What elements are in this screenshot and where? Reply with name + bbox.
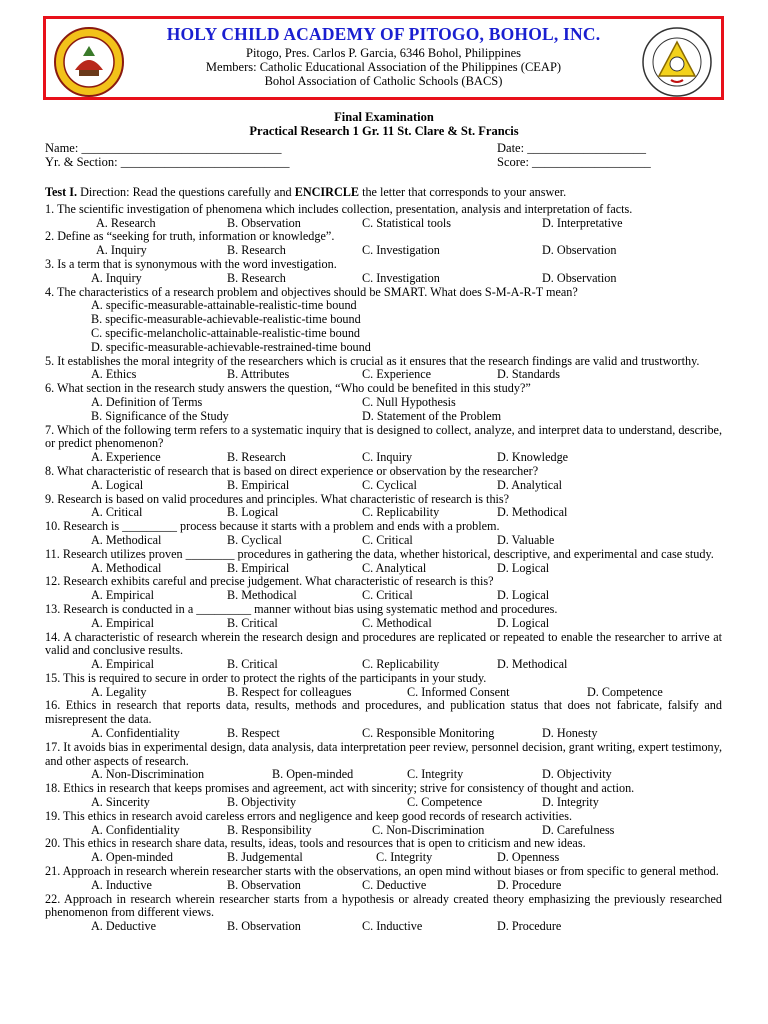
- option[interactable]: D. Knowledge: [497, 450, 569, 465]
- option[interactable]: C. Investigation: [362, 270, 440, 285]
- option[interactable]: A. Sincerity: [91, 795, 150, 810]
- options-16: [45, 727, 722, 741]
- option[interactable]: A. specific-measurable-attainable-realistic-time bound: [91, 298, 357, 313]
- option[interactable]: D. Openness: [497, 850, 560, 865]
- question-10: 10. Research is _________ process because it starts with a problem and ends with a problem.: [45, 519, 500, 534]
- option[interactable]: B. Research: [227, 270, 286, 285]
- options-2: [45, 244, 722, 258]
- option[interactable]: A. Open-minded: [91, 850, 173, 865]
- option[interactable]: A. Experience: [91, 450, 161, 465]
- option[interactable]: D. Standards: [497, 367, 560, 382]
- option[interactable]: A. Empirical: [91, 615, 154, 630]
- options-22: [45, 920, 722, 934]
- question-3: 3. Is a term that is synonymous with the word investigation.: [45, 256, 337, 271]
- question-7: 7. Which of the following term refers to a systematic inquiry that is designed to collect, analyze, and interpret data to understand, describe, or predict phenomenon?: [45, 422, 722, 451]
- option[interactable]: C. Replicability: [362, 505, 440, 520]
- option[interactable]: A. Definition of Terms: [91, 394, 203, 409]
- options-14: [45, 658, 722, 672]
- options-12: [45, 589, 722, 603]
- option[interactable]: B. Open-minded: [272, 767, 354, 782]
- options-1: [45, 217, 722, 231]
- option[interactable]: B. specific-measurable-achievable-realistic-time bound: [91, 312, 361, 327]
- option[interactable]: D. Methodical: [497, 657, 568, 672]
- option[interactable]: B. Research: [227, 450, 286, 465]
- option[interactable]: B. Critical: [227, 657, 278, 672]
- option[interactable]: B. Cyclical: [227, 532, 282, 547]
- options-18: [45, 796, 722, 810]
- options-11: [45, 562, 722, 576]
- question-17: 17. It avoids bias in experimental design, data analysis, data interpretation peer review, personnel decision, grant writing, expert testimony, and other aspects of research.: [45, 739, 722, 768]
- option[interactable]: C. Inquiry: [362, 450, 413, 465]
- exam-title: Final Examination: [334, 110, 434, 124]
- exam-body: [45, 186, 722, 934]
- option[interactable]: C. Cyclical: [362, 477, 417, 492]
- options-3: [45, 272, 722, 286]
- option[interactable]: B. Critical: [227, 615, 278, 630]
- question-13: 13. Research is conducted in a _________ manner without bias using systematic method and procedures.: [45, 601, 558, 616]
- option[interactable]: D. Valuable: [497, 532, 555, 547]
- option[interactable]: A. Methodical: [91, 560, 162, 575]
- option[interactable]: A. Logical: [91, 477, 144, 492]
- option[interactable]: B. Research: [227, 243, 286, 258]
- option[interactable]: B. Attributes: [227, 367, 290, 382]
- option[interactable]: D. Logical: [497, 588, 550, 603]
- option[interactable]: B. Responsibility: [227, 822, 312, 837]
- option[interactable]: D. Observation: [542, 270, 617, 285]
- option[interactable]: B. Significance of the Study: [91, 408, 229, 423]
- option[interactable]: D. Honesty: [542, 726, 598, 741]
- option[interactable]: C. Integrity: [376, 850, 433, 865]
- options-8: [45, 479, 722, 493]
- question-2: 2. Define as “seeking for truth, information or knowledge”.: [45, 229, 335, 244]
- option[interactable]: D. Interpretative: [542, 215, 623, 230]
- option[interactable]: B. Objectivity: [227, 795, 297, 810]
- option[interactable]: C. Competence: [407, 795, 483, 810]
- option[interactable]: C. Responsible Monitoring: [362, 726, 495, 741]
- options-7: [45, 451, 722, 465]
- options-17: [45, 768, 722, 782]
- option[interactable]: C. Null Hypothesis: [362, 394, 456, 409]
- option[interactable]: A. Critical: [91, 505, 143, 520]
- question-22: 22. Approach in research wherein researcher starts from a hypothesis or already created theory emphasizing the previously researched phenomenon from different views.: [45, 891, 722, 920]
- test-direction: Test I. Direction: Read the questions carefully and ENCIRCLE the letter that corresponds to your answer.: [45, 185, 567, 199]
- option[interactable]: D. Methodical: [497, 505, 568, 520]
- option[interactable]: C. Integrity: [407, 767, 464, 782]
- option[interactable]: D. Analytical: [497, 477, 562, 492]
- option[interactable]: D. Integrity: [542, 795, 599, 810]
- option[interactable]: A. Empirical: [91, 657, 154, 672]
- option[interactable]: D. Observation: [542, 243, 617, 258]
- options-15: [45, 686, 722, 700]
- school-name: HOLY CHILD ACADEMY OF PITOGO, BOHOL, INC.: [166, 24, 601, 44]
- option[interactable]: C. Critical: [362, 532, 413, 547]
- option[interactable]: D. Objectivity: [542, 767, 612, 782]
- option[interactable]: C. specific-melancholic-attainable-realistic-time bound: [91, 325, 361, 340]
- option[interactable]: A. Confidentiality: [91, 726, 180, 741]
- option[interactable]: A. Research: [96, 215, 156, 230]
- question-6: 6. What section in the research study answers the question, “Who could be benefited in this study?”: [45, 381, 531, 396]
- option[interactable]: B. Methodical: [227, 588, 297, 603]
- options-9: [45, 506, 722, 520]
- option[interactable]: D. specific-measurable-achievable-restrained-time bound: [91, 339, 371, 354]
- option[interactable]: C. Non-Discrimination: [372, 822, 485, 837]
- option[interactable]: A. Deductive: [91, 919, 156, 934]
- question-19: 19. This ethics in research avoid careless errors and negligence and keep good records of research activities.: [45, 808, 573, 823]
- option[interactable]: B. Respect for colleagues: [227, 684, 352, 699]
- date-field[interactable]: Date: ___________________: [497, 141, 646, 155]
- question-1: 1. The scientific investigation of phenomena which includes collection, presentation, analysis and interpretation of facts.: [45, 201, 633, 216]
- option[interactable]: C. Informed Consent: [407, 684, 510, 699]
- option[interactable]: B. Empirical: [227, 560, 290, 575]
- members-line-2: Bohol Association of Catholic Schools (BACS): [264, 74, 503, 88]
- option[interactable]: A. Legality: [91, 684, 147, 699]
- options-6a: [45, 396, 722, 410]
- question-5: 5. It establishes the moral integrity of the researchers which is crucial as it ensures that the research findings are valid and trustworthy.: [45, 353, 700, 368]
- option[interactable]: B. Respect: [227, 726, 280, 741]
- option[interactable]: A. Inductive: [91, 877, 152, 892]
- question-11: 11. Research utilizes proven ________ procedures in gathering the data, whether historical, descriptive, and experimental and case study.: [45, 546, 714, 561]
- association-seal-logo: [641, 26, 713, 98]
- option[interactable]: A. Inquiry: [96, 243, 147, 258]
- option[interactable]: A. Inquiry: [91, 270, 142, 285]
- score-field[interactable]: Score: ___________________: [497, 155, 651, 169]
- option[interactable]: A. Non-Discrimination: [91, 767, 205, 782]
- options-13: [45, 617, 722, 631]
- option[interactable]: B. Observation: [227, 877, 301, 892]
- option[interactable]: D. Logical: [497, 615, 550, 630]
- option[interactable]: C. Replicability: [362, 657, 440, 672]
- question-8: 8. What characteristic of research that is based on direct experience or observation by the researcher?: [45, 463, 539, 478]
- options-5: [45, 368, 722, 382]
- question-14: 14. A characteristic of research wherein the research design and procedures are replicated or repeated to enable the researcher to arrive at valid and conclusive results.: [45, 629, 722, 658]
- option[interactable]: B. Observation: [227, 919, 301, 934]
- option[interactable]: D. Logical: [497, 560, 550, 575]
- option[interactable]: C. Experience: [362, 367, 432, 382]
- question-4: 4. The characteristics of a research problem and objectives should be SMART. What does S-M-A-R-T mean?: [45, 284, 578, 299]
- option[interactable]: C. Analytical: [362, 560, 427, 575]
- question-12: 12. Research exhibits careful and precise judgement. What characteristic of research is this?: [45, 574, 494, 589]
- option[interactable]: C. Statistical tools: [362, 215, 452, 230]
- option[interactable]: D. Statement of the Problem: [362, 408, 502, 423]
- question-18: 18. Ethics in research that keeps promises and agreement, act with sincerity; strive for consistency of thought and action.: [45, 781, 635, 796]
- option[interactable]: C. Inductive: [362, 919, 423, 934]
- option[interactable]: C. Deductive: [362, 877, 427, 892]
- options-6b: [45, 410, 722, 424]
- option[interactable]: D. Carefulness: [542, 822, 615, 837]
- option[interactable]: B. Logical: [227, 505, 279, 520]
- option[interactable]: C. Investigation: [362, 243, 440, 258]
- question-9: 9. Research is based on valid procedures and principles. What characteristic of research is this?: [45, 491, 510, 506]
- exam-subtitle: Practical Research 1 Gr. 11 St. Clare & St. Francis: [249, 124, 519, 138]
- option[interactable]: B. Empirical: [227, 477, 290, 492]
- option[interactable]: B. Observation: [227, 215, 301, 230]
- option[interactable]: A. Methodical: [91, 532, 162, 547]
- school-address: Pitogo, Pres. Carlos P. Garcia, 6346 Bohol, Philippines: [246, 46, 521, 60]
- option[interactable]: D. Competence: [587, 684, 663, 699]
- options-20: [45, 851, 722, 865]
- option[interactable]: C. Critical: [362, 588, 413, 603]
- question-20: 20. This ethics in research share data, results, ideas, tools and resources that is open to criticism and new ideas.: [45, 836, 586, 851]
- question-21: 21. Approach in research wherein researcher starts with the observations, an open mind without biases or from specific to general method.: [45, 864, 719, 879]
- option[interactable]: B. Judgemental: [227, 850, 303, 865]
- school-header: [43, 16, 724, 100]
- section-field[interactable]: Yr. & Section: ___________________________: [45, 155, 290, 169]
- options-21: [45, 879, 722, 893]
- option[interactable]: A. Confidentiality: [91, 822, 180, 837]
- option[interactable]: C. Methodical: [362, 615, 432, 630]
- name-field[interactable]: Name: ________________________________: [45, 141, 282, 155]
- option[interactable]: A. Ethics: [91, 367, 137, 382]
- members-line-1: Members: Catholic Educational Association of the Philippines (CEAP): [205, 60, 562, 74]
- question-15: 15. This is required to secure in order to protect the rights of the participants in your study.: [45, 670, 487, 685]
- question-16: 16. Ethics in research that reports data, results, methods and procedures, and publication status that does not fabricate, falsify and misrepresent the data.: [45, 698, 722, 727]
- options-19: [45, 824, 722, 838]
- option[interactable]: D. Procedure: [497, 919, 562, 934]
- options-10: [45, 534, 722, 548]
- option[interactable]: D. Procedure: [497, 877, 562, 892]
- option[interactable]: A. Empirical: [91, 588, 154, 603]
